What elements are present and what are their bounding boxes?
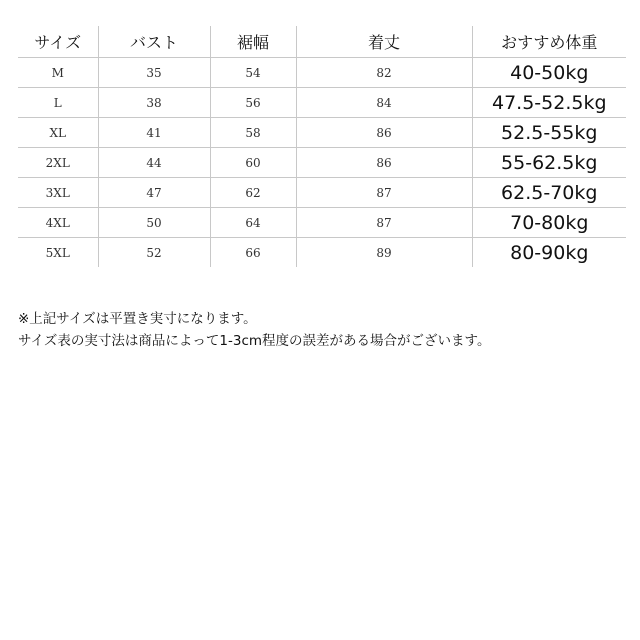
cell-bust: 44	[98, 148, 210, 178]
header-recommended-weight: おすすめ体重	[472, 26, 626, 58]
cell-hem-width: 58	[210, 118, 296, 148]
table-row	[18, 148, 626, 178]
note-flat-measurement: ※上記サイズは平置き実寸になります。	[18, 311, 257, 327]
cell-bust: 47	[98, 178, 210, 208]
cell-size: XL	[18, 118, 98, 148]
size-notes	[18, 308, 632, 352]
size-table-header	[18, 26, 626, 58]
cell-hem-width: 60	[210, 148, 296, 178]
cell-weight: 70-80kg	[472, 208, 626, 238]
cell-hem-width: 62	[210, 178, 296, 208]
cell-size: L	[18, 88, 98, 118]
header-size: サイズ	[18, 26, 98, 58]
cell-weight: 47.5-52.5kg	[472, 88, 626, 118]
cell-hem-width: 56	[210, 88, 296, 118]
header-bust: バスト	[98, 26, 210, 58]
cell-hem-width: 66	[210, 238, 296, 268]
cell-bust: 38	[98, 88, 210, 118]
table-row	[18, 88, 626, 118]
cell-weight: 80-90kg	[510, 241, 589, 264]
size-table	[18, 26, 626, 267]
cell-weight: 62.5-70kg	[472, 178, 626, 208]
cell-bust: 50	[98, 208, 210, 238]
table-row	[18, 178, 626, 208]
header-length: 着丈	[296, 26, 472, 58]
cell-size: 4XL	[18, 208, 98, 238]
cell-weight: 40-50kg	[472, 58, 626, 88]
header-row	[18, 26, 626, 58]
cell-size: 5XL	[18, 238, 98, 268]
cell-hem-width: 54	[210, 58, 296, 88]
cell-bust: 52	[98, 238, 210, 268]
table-row	[18, 118, 626, 148]
cell-length: 87	[296, 208, 472, 238]
cell-hem-width: 64	[210, 208, 296, 238]
cell-size: M	[18, 58, 98, 88]
cell-size: 2XL	[18, 148, 98, 178]
cell-length: 86	[296, 148, 472, 178]
cell-length: 82	[296, 58, 472, 88]
table-row	[18, 208, 626, 238]
cell-bust: 35	[98, 58, 210, 88]
cell-length: 84	[296, 88, 472, 118]
note-measurement-tolerance: サイズ表の実寸法は商品によって1-3cm程度の誤差がある場合がございます。	[18, 333, 491, 349]
cell-length: 89	[296, 238, 472, 268]
cell-bust: 41	[98, 118, 210, 148]
cell-weight: 55-62.5kg	[472, 148, 626, 178]
cell-length: 86	[296, 118, 472, 148]
size-table-body	[18, 58, 626, 268]
cell-size: 3XL	[18, 178, 98, 208]
table-row	[18, 238, 626, 268]
cell-weight: 52.5-55kg	[472, 118, 626, 148]
cell-length: 87	[296, 178, 472, 208]
header-hem-width: 裾幅	[210, 26, 296, 58]
table-row	[18, 58, 626, 88]
